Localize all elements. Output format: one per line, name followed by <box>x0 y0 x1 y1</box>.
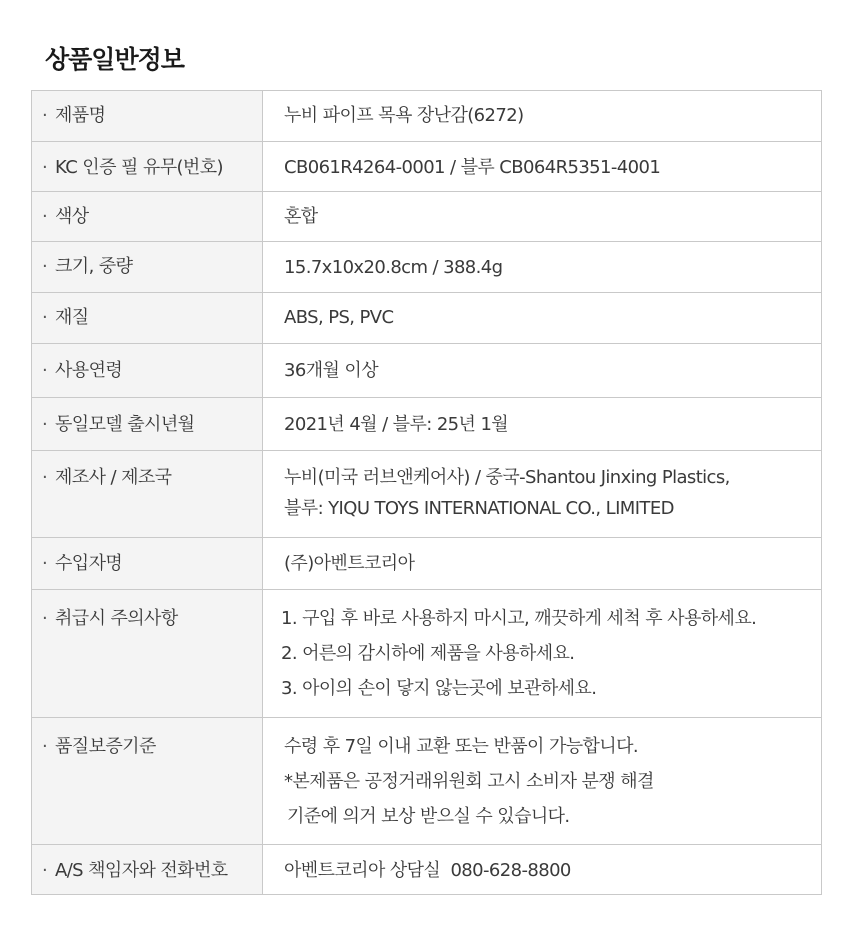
table-row <box>32 451 822 538</box>
label-text: 제조사 / 제조국 <box>55 467 172 488</box>
value-text: 2. 어른의 감시하에 제품을 사용하세요. <box>281 643 575 664</box>
value-text: 3. 아이의 손이 닿지 않는곳에 보관하세요. <box>281 678 597 699</box>
row-label <box>32 398 263 451</box>
row-value <box>263 718 822 845</box>
value-text: CB061R4264-0001 / 블루 CB064R5351-4001 <box>284 157 661 178</box>
value-text: 혼합 <box>284 206 318 227</box>
table-row <box>32 590 822 718</box>
table-row <box>32 538 822 590</box>
row-value <box>263 538 822 590</box>
value-text: 아벤트코리아 상담실 080-628-8800 <box>284 860 571 881</box>
row-value <box>263 242 822 293</box>
bullet-dot: · <box>42 105 48 126</box>
table-row <box>32 398 822 451</box>
bullet-dot: · <box>42 307 48 328</box>
label-text: A/S 책임자와 전화번호 <box>55 860 228 881</box>
bullet-dot: · <box>42 414 48 435</box>
row-label <box>32 142 263 192</box>
value-text: 누비(미국 러브앤케어사) / 중국-Shantou Jinxing Plastics, <box>284 467 730 488</box>
row-label <box>32 718 263 845</box>
value-text: 1. 구입 후 바로 사용하지 마시고, 깨끗하게 세척 후 사용하세요. <box>281 608 757 629</box>
value-text: ABS, PS, PVC <box>284 307 394 328</box>
bullet-dot: · <box>42 206 48 227</box>
label-text: 색상 <box>55 206 89 227</box>
bullet-dot: · <box>42 553 48 574</box>
bullet-dot: · <box>42 860 48 881</box>
bullet-dot: · <box>42 467 48 488</box>
value-text: 15.7x10x20.8cm / 388.4g <box>284 257 503 278</box>
value-text: *본제품은 공정거래위원회 고시 소비자 분쟁 해결 <box>284 771 654 792</box>
page-title: 상품일반정보 <box>45 45 184 74</box>
label-text: 동일모델 출시년월 <box>55 414 195 435</box>
row-value <box>263 451 822 538</box>
label-text: 취급시 주의사항 <box>55 608 178 629</box>
table-row <box>32 845 822 895</box>
row-label <box>32 590 263 718</box>
row-label <box>32 538 263 590</box>
row-value <box>263 192 822 242</box>
table-row <box>32 142 822 192</box>
row-label <box>32 192 263 242</box>
row-label <box>32 293 263 344</box>
table-row <box>32 242 822 293</box>
label-text: 크기, 중량 <box>55 256 133 277</box>
value-text: 누비 파이프 목욕 장난감(6272) <box>284 105 524 126</box>
product-info-table <box>31 90 822 895</box>
row-label <box>32 845 263 895</box>
row-value <box>263 91 822 142</box>
table-row <box>32 293 822 344</box>
row-label <box>32 451 263 538</box>
table-row <box>32 718 822 845</box>
label-text: 제품명 <box>55 105 106 126</box>
value-text: (주)아벤트코리아 <box>284 553 415 574</box>
bullet-dot: · <box>42 360 48 381</box>
label-text: KC 인증 필 유무(번호) <box>55 157 223 178</box>
bullet-dot: · <box>42 608 48 629</box>
table-row <box>32 192 822 242</box>
row-label <box>32 91 263 142</box>
table-row <box>32 344 822 398</box>
bullet-dot: · <box>42 157 48 178</box>
row-value <box>263 590 822 718</box>
value-text: 36개월 이상 <box>284 360 378 381</box>
table-row <box>32 91 822 142</box>
label-text: 품질보증기준 <box>55 736 156 757</box>
value-text: 수령 후 7일 이내 교환 또는 반품이 가능합니다. <box>284 736 639 757</box>
row-label <box>32 242 263 293</box>
row-value <box>263 142 822 192</box>
value-text: 기준에 의거 보상 받으실 수 있습니다. <box>287 806 570 827</box>
value-text: 블루: YIQU TOYS INTERNATIONAL CO., LIMITED <box>284 498 674 519</box>
label-text: 수입자명 <box>55 553 123 574</box>
value-text: 2021년 4월 / 블루: 25년 1월 <box>284 414 509 435</box>
label-text: 사용연령 <box>55 360 123 381</box>
row-value <box>263 344 822 398</box>
bullet-dot: · <box>42 256 48 277</box>
row-value <box>263 845 822 895</box>
row-label <box>32 344 263 398</box>
bullet-dot: · <box>42 736 48 757</box>
row-value <box>263 293 822 344</box>
label-text: 재질 <box>55 307 89 328</box>
row-value <box>263 398 822 451</box>
